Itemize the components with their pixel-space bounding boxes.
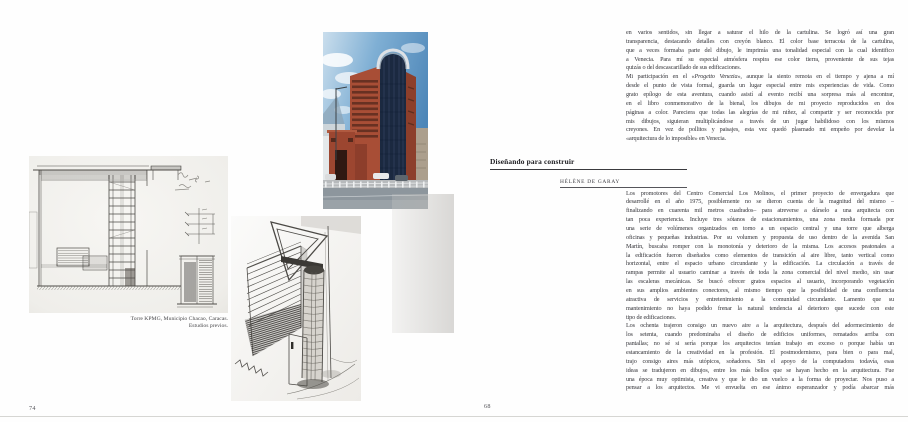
caption-line: Estudios previos. (188, 322, 228, 329)
text-line: pantallas; no sé si sería porque los arquitectos tenían trabajo en exceso o porque había un (626, 340, 894, 348)
text-line: una época muy optimista, creativa y que le dio un vuelco a la forma de proyectar. Nos puso a (626, 375, 894, 383)
text-line: que a veces formaba parte del dibujo, le imprimía una tonalidad especial con la cual identifico (626, 46, 894, 54)
text-line: trajo consigo aires más utópicos, soñadores. Sin el apoyo de la computadora todavía, esas (626, 357, 894, 365)
fence-posts (325, 182, 425, 188)
perspective-sketch-art (231, 216, 361, 401)
text-line: una serie de volúmenes organizados en torno a un espacio central y una torre que alberga (626, 224, 894, 232)
text-line: a Venecia. Para mí su especial atmósfera respira ese color tierra, proveniente de sus tejas (626, 55, 894, 63)
text-line: desarrollé en el año 1975, posiblemente no se dieron cuenta de la magnitud del mismo – (626, 198, 894, 206)
perspective-sketch (231, 216, 361, 401)
section-heading: Diseñando para construir (490, 157, 687, 170)
text-line: finalizando en cuarenta mil metros cuadrados– para atreverse a dárselo a una arquitecta con (626, 207, 894, 215)
text-line: grato epílogo de esta aventura, cuando asistí al evento recibí una sorpresa más al encontrar, (626, 91, 894, 99)
text-line: rampas permite al usuario caminar a través de toda la zona comercial del nivel medio, sin usar (626, 269, 894, 277)
car (373, 173, 389, 179)
text-line: en el libro conmemorativo de la bienal, los dibujos de mi proyecto reproducidos en dos (626, 99, 894, 107)
text-line: pensar a los arquitectos. Me vi envuelta en ese ánimo esperanzador y podía abarcar más (626, 384, 894, 392)
intro-text (626, 29, 894, 144)
figure-caption (118, 316, 228, 330)
text-line: las escaleras mecánicas. Se buscó ofrecer gratos espacios al usuario, incorporando vegetación (626, 278, 894, 286)
caption-line: Torre KPMG, Municipio Chacao, Caracas. (130, 316, 228, 322)
elevation-sketch-art (29, 156, 228, 313)
text-line: quizás o del descascarillado de sus edificaciones. (626, 64, 741, 72)
text-line: páginas a color. Pareciera que todas las alegrías de mi niñez, al compartir y ser reconocida por (626, 108, 894, 116)
page-number-left: 74 (29, 405, 36, 412)
text-line: los setenta, cuando predominaba el diseño de edificios uniformes, rematados arriba con (626, 331, 894, 339)
text-line: en varios sentidos, sin llegar a saturar el hilo de la cartulina. Se logró así una gran (626, 29, 894, 36)
text-line: mantenimiento no haya podido frenar la natural tendencia al deterioro que sucede con este (626, 304, 894, 312)
text-line: mis dibujos, siguieran multiplicándose a través de un jugar habilidoso con los mismos (626, 117, 894, 125)
elevation-sketch (29, 156, 228, 313)
gutter-shadow (392, 194, 454, 333)
body-text (626, 190, 894, 394)
text-line: oficinas y pequeñas industrias. Por su volumen y propuesta de uso dentro de la avenida San (626, 233, 894, 241)
tower-photo-art (323, 32, 428, 209)
text-line: Mi participación en el «Progetto Venezia», aunque la siento remota en el tiempo y ajena a mí (626, 73, 894, 81)
text-line: estancamiento de la creatividad en la profesión. El postmodernismo, para bien o para mal, (626, 348, 894, 356)
text-line: la edificación fueron diseñados como elementos de transición al aire libre, tanto vertical como (626, 251, 894, 259)
text-line: tan poca experiencia. Incluye tres sótanos de estacionamientos, una zona media formada por (626, 216, 894, 224)
text-line: atractiva de servicios y entretenimiento a la comunidad circundante. Lamento que su (626, 295, 894, 303)
car (395, 175, 408, 181)
page-number-right: 68 (484, 403, 491, 410)
text-line: Martín, buscaba romper con la monotonía y deterioro de la misma. Los accesos peatonales a (626, 242, 894, 250)
cylinder-column (302, 266, 324, 383)
text-line: Los ochenta trajeron consigo un nuevo aire a la arquitectura, después del adormecimiento de (626, 322, 894, 330)
text-line: tipo de edificaciones. (626, 313, 676, 321)
text-line: ideas se tradujeron en dibujos, entre los más bellos que se hayan hecho en la arquitectura. Fue (626, 366, 894, 374)
text-line: desde el punto de vista formal, guarda un lugar especial entre mis experiencias de vida. Como (626, 82, 894, 90)
car (325, 174, 336, 180)
author-byline: HÉLÈNE DE GARAY (560, 179, 687, 188)
text-line: en sus amplios ambientes conectores, al mismo tiempo que la posibilidad de una confluencia (626, 286, 894, 294)
text-line: «arquitectura de lo imposible» en Venecia. (626, 135, 726, 143)
text-line: creyones. En vez de pollitos y paisajes, esta vez quedó plasmado mi empeño por develar la (626, 126, 894, 134)
text-line: transparencia, destacando detalles con creyón blanco. El color base terracota de la cartulina, (626, 37, 894, 45)
tower-photo (323, 32, 428, 209)
page-bottom-edge (0, 416, 908, 417)
text-line: Los promotores del Centro Comercial Los Molinos, el primer proyecto de envergadura que (626, 189, 894, 197)
text-line: horizontal, entre el espacio urbano circundante y la edificación. La circulación a través de (626, 260, 894, 268)
